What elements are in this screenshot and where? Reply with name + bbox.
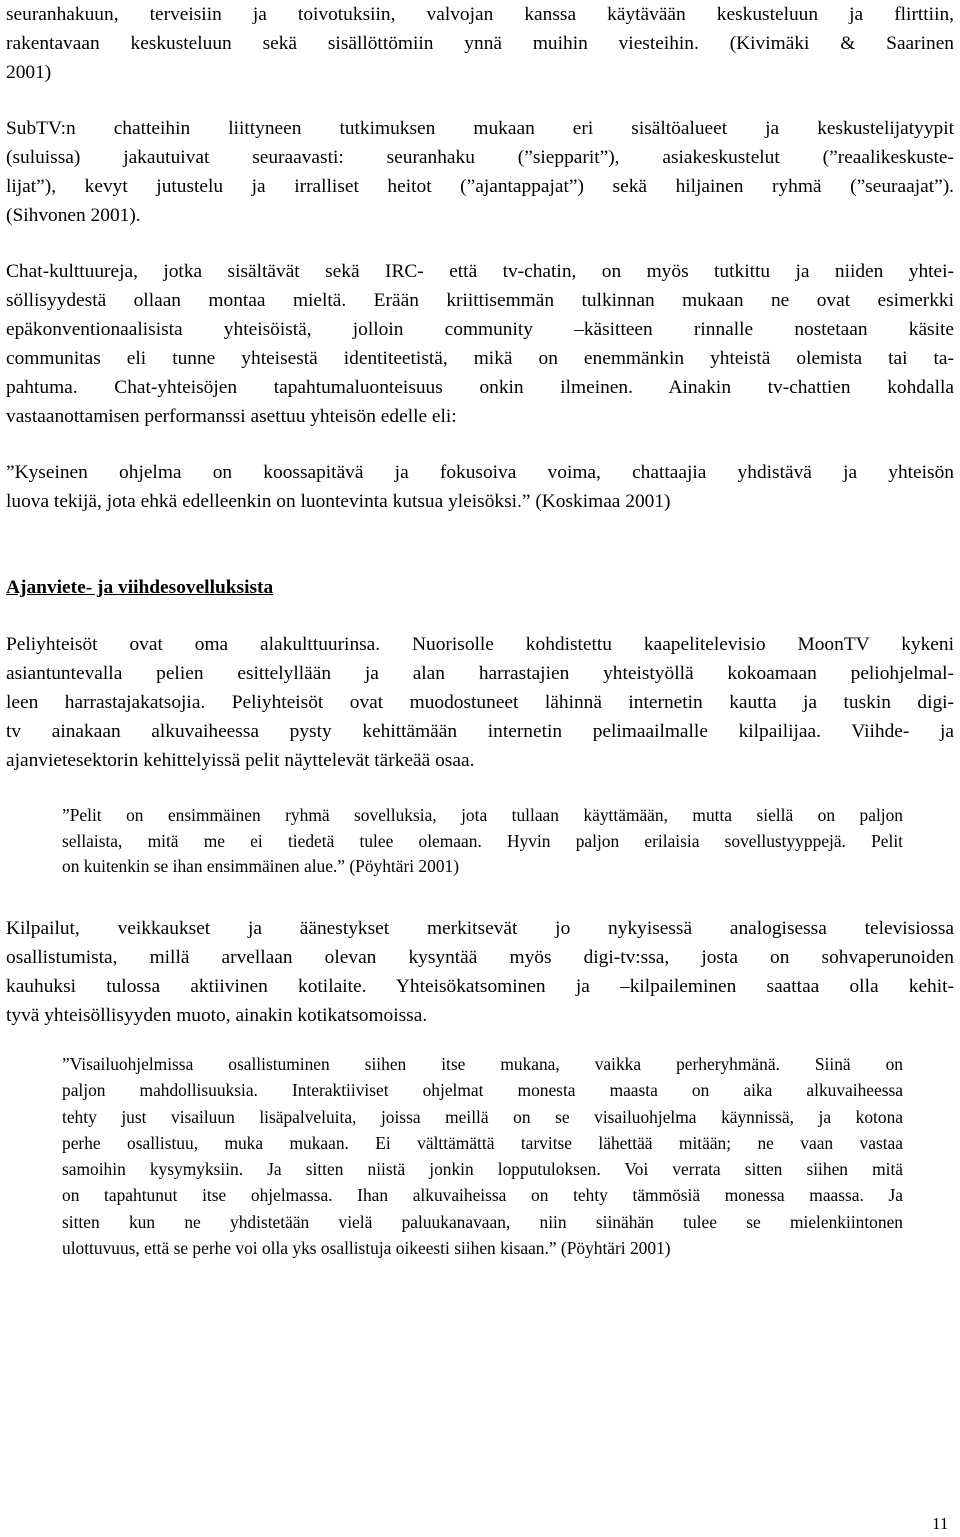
text-line: luova tekijä, jota ehkä edelleenkin on luontevinta kutsua yleisöksi.” (Koskimaa 2001) bbox=[6, 491, 671, 512]
text-line: rakentavaan keskusteluun sekä sisällöttömiin ynnä muihin viesteihin. (Kivimäki & Saarinen bbox=[6, 33, 954, 54]
text-line: communitas eli tunne yhteisestä identiteetistä, mikä on enemmänkin yhteistä olemista tai ta- bbox=[6, 348, 954, 369]
text-line: Peliyhteisöt ovat oma alakulttuurinsa. Nuorisolle kohdistettu kaapelitelevisio MoonTV kykeni bbox=[6, 634, 954, 655]
text-line: on tapahtunut itse ohjelmassa. Ihan alkuvaiheissa on tehty tämmösiä monessa maassa. Ja bbox=[62, 1185, 903, 1206]
text-line: osallistumista, millä arvellaan olevan kysyntää myös digi-tv:ssa, josta on sohvaperunoiden bbox=[6, 947, 954, 968]
games-paragraph bbox=[6, 630, 954, 775]
text-line: ”Kyseinen ohjelma on koossapitävä ja fokusoiva voima, chattaajia yhdistävä ja yhteisön bbox=[6, 462, 954, 483]
text-line: (Sihvonen 2001). bbox=[6, 205, 141, 226]
text-line: tehty just visailuun lisäpalveluita, joissa meillä on se visailuohjelma käynnissä, ja kotona bbox=[62, 1106, 903, 1127]
text-line: ”Pelit on ensimmäinen ryhmä sovelluksia, jota tullaan käyttämään, mutta siellä on paljon bbox=[62, 805, 903, 825]
subtv-paragraph bbox=[6, 114, 954, 230]
text-line: pahtuma. Chat-yhteisöjen tapahtumaluonteisuus onkin ilmeinen. Ainakin tv-chattien kohdalla bbox=[6, 377, 954, 398]
section-heading: Ajanviete- ja viihdesovelluksista bbox=[6, 577, 274, 598]
text-line: Chat-kulttuureja, jotka sisältävät sekä IRC- että tv-chatin, on myös tutkittu ja niiden yhtei- bbox=[6, 261, 954, 282]
intro-paragraph bbox=[6, 0, 954, 87]
text-line: perhe osallistuu, muka mukaan. Ei välttämättä tarvitse lähettää mitään; ne vaan vastaa bbox=[62, 1132, 903, 1153]
text-line: ”Visailuohjelmissa osallistuminen siihen itse mukana, vaikka perheryhmänä. Siinä on bbox=[62, 1054, 903, 1074]
text-line: kauhuksi tulossa aktiivinen kotilaite. Yhteisökatsominen ja –kilpaileminen saattaa olla kehit- bbox=[6, 976, 954, 997]
text-line: on kuitenkin se ihan ensimmäinen alue.” (Pöyhtäri 2001) bbox=[62, 856, 459, 876]
poyhtari-quiz-quote bbox=[62, 1051, 903, 1261]
text-line: (suluissa) jakautuivat seuraavasti: seuranhaku (”siepparit”), asiakeskustelut (”reaalikeskuste- bbox=[6, 147, 954, 168]
text-line: ajanvietesektorin kehittelyissä pelit näyttelevät tärkeää osaa. bbox=[6, 750, 475, 771]
text-line: seuranhakuun, terveisiin ja toivotuksiin, valvojan kanssa käytävään keskusteluun ja flirttiin, bbox=[6, 4, 954, 25]
text-line: tv ainakaan alkuvaiheessa pysty kehittämään internetin pelimaailmalle kilpailijaa. Viihde- ja bbox=[6, 721, 954, 742]
text-line: paljon mahdollisuuksia. Interaktiiviset ohjelmat monesta maasta on aika alkuvaiheessa bbox=[62, 1080, 903, 1101]
text-line: epäkonventionaalisista yhteisöistä, jolloin community –käsitteen rinnalle nostetaan käsite bbox=[6, 319, 954, 340]
text-line: söllisyydestä ollaan montaa mieltä. Erään kriittisemmän tulkinnan mukaan ne ovat esimerkki bbox=[6, 290, 954, 311]
text-line: leen harrastajakatsojia. Peliyhteisöt ovat muodostuneet lähinnä internetin kautta ja tuskin digi- bbox=[6, 692, 954, 713]
text-line: sitten kun ne yhdistetään vielä paluukanavaan, niin siinähän tulee se mielenkiintonen bbox=[62, 1211, 903, 1232]
text-line: 2001) bbox=[6, 62, 52, 83]
text-line: asiantuntevalla pelien esittelyllään ja alan harrastajien yhteistyöllä kokoamaan peliohjelmal- bbox=[6, 663, 954, 684]
text-line: sellaista, mitä me ei tiedetä tulee olemaan. Hyvin paljon erilaisia sovellustyyppejä. Pelit bbox=[62, 830, 903, 851]
text-line: Kilpailut, veikkaukset ja äänestykset merkitsevät jo nykyisessä analogisessa televisiossa bbox=[6, 918, 954, 939]
text-line: samoihin kysymyksiin. Ja sitten niistä jonkin lopputuloksen. Voi verrata sitten siihen mitä bbox=[62, 1159, 903, 1180]
text-line: ulottuvuus, että se perhe voi olla yks osallistuja oikeesti siihen kisaan.” (Pöyhtäri 2001) bbox=[62, 1238, 671, 1259]
chat-culture-paragraph bbox=[6, 257, 954, 431]
text-line: vastaanottamisen performanssi asettuu yhteisön edelle eli: bbox=[6, 406, 457, 427]
text-line: tyvä yhteisöllisyyden muoto, ainakin kotikatsomoissa. bbox=[6, 1005, 428, 1026]
koskimaa-quote bbox=[6, 458, 954, 516]
kilpailut-paragraph bbox=[6, 914, 954, 1030]
text-line: lijat”), kevyt jutustelu ja irralliset heitot (”ajantappajat”) sekä hiljainen ryhmä (”seuraajat”). bbox=[6, 176, 954, 197]
text-line: SubTV:n chatteihin liittyneen tutkimuksen mukaan eri sisältöalueet ja keskustelijatyypit bbox=[6, 118, 954, 139]
page-number: 11 bbox=[932, 1514, 949, 1533]
poyhtari-games-quote bbox=[62, 803, 903, 880]
